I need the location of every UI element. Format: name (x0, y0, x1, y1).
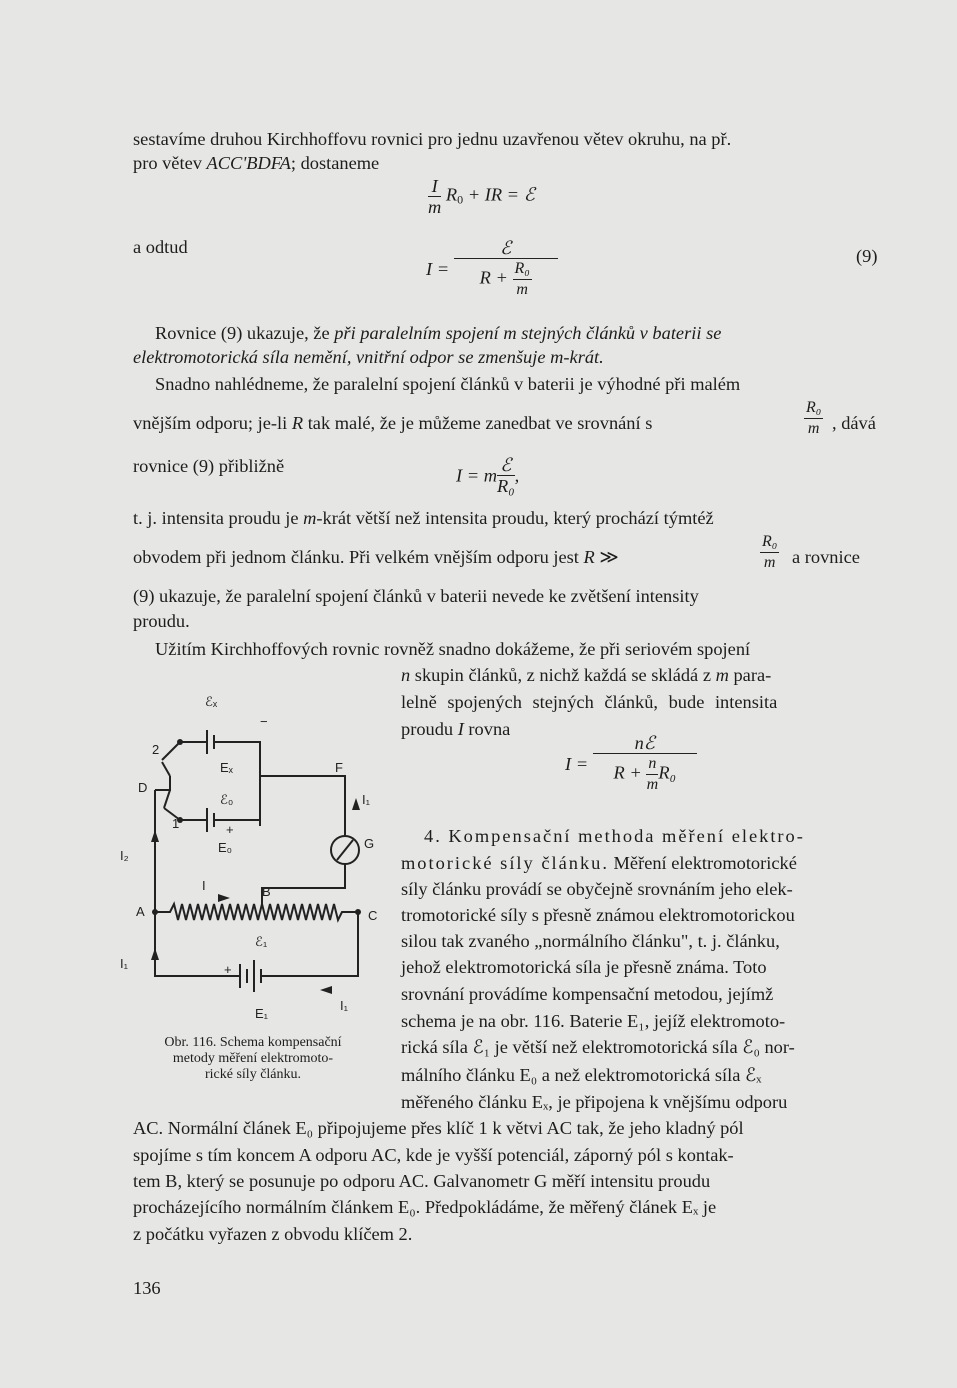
label-ex: Eₓ (220, 760, 233, 775)
text-line: proudu I rovna (401, 719, 511, 739)
text-line: n skupin článků, z nichž každá se skládá z m para- (401, 665, 772, 685)
label-b: B (262, 884, 271, 899)
label-plus-e1: + (224, 962, 232, 977)
text-line: síly článku provádí se obyčejně srovnáním jeho elek- (401, 879, 793, 899)
text-line: procházejícího normálním článkem E₀. Předpokládáme, že měřený článek Eₓ je (133, 1197, 717, 1217)
equation-kirchhoff: $\frac{I}{m}$ $R_0$ + IR = ℰ (428, 176, 535, 217)
fraction: $\frac{I}{m}$ (428, 176, 442, 217)
label-e1-lower: E₁ (255, 1006, 269, 1021)
text-line: málního článku E₀ a než elektromotorická síla ℰₓ (401, 1065, 762, 1085)
text-line: AC. Normální článek E₀ připojujeme přes klíč 1 k větvi AC tak, že jeho kladný pól (133, 1118, 744, 1138)
text-line: , dává (832, 413, 876, 433)
text-line: (9) ukazuje, že paralelní spojení článků v baterii nevede ke zvětšení intensity (133, 586, 699, 606)
circuit-diagram (110, 680, 390, 1040)
text-line: motorické síly článku. Měření elektromotorické (401, 853, 797, 873)
text-line: Užitím Kirchhoffových rovnic rovněž snadno dokážeme, že při seriovém spojení (155, 639, 751, 659)
text-line: proudu. (133, 611, 190, 631)
text-line: rická síla ℰ₁ je větší než elektromotorická síla ℰ₀ nor- (401, 1037, 795, 1057)
label-i1-left: I₁ (120, 956, 128, 971)
text-line: tem B, který se posunuje po odporu AC. Galvanometr G měří intensitu proudu (133, 1171, 711, 1191)
equation-number: (9) (856, 246, 878, 266)
text-line: obvodem při jednom článku. Při velkém vnějším odporu jest R ≫ (133, 547, 619, 567)
text-line: tromotorické síly s přesně známou elektromotorickou (401, 905, 795, 925)
label-i2: I₂ (120, 848, 129, 863)
text-line: schema je na obr. 116. Baterie E₁, jejíž elektromoto- (401, 1011, 786, 1031)
label-plus-e0: + (226, 822, 234, 837)
text-line: elektromotorická síla nemění, vnitřní odpor se zmenšuje m-krát. (133, 347, 604, 367)
text-line: Rovnice (9) ukazuje, že při paralelním spojení m stejných článků v baterii se (155, 323, 722, 343)
text-line: pro větev ACC'BDFA; dostaneme (133, 153, 380, 173)
equation-approx: I = m $\frac{\text{ℰ}}{\text{R₀}}$ , (456, 455, 520, 496)
label-key2: 2 (152, 742, 160, 757)
label-minus-ex: − (260, 714, 268, 729)
text-line: lelně spojených stejných článků, bude intensita (401, 692, 778, 712)
text-line: silou tak zvaného „normálního článku", t. j. článku, (401, 931, 780, 951)
label-i1-bottom: I₁ (340, 998, 348, 1013)
text-line: sestavíme druhou Kirchhoffovu rovnici pro jednu uzavřenou větev okruhu, na př. (133, 129, 732, 149)
label-d: D (138, 780, 148, 795)
label-i1-right: I₁ (362, 792, 370, 807)
equation-series: I = nℰ R + $\frac{n}{m}$ R₀ (565, 733, 697, 795)
label-e0: ℰ₀ (220, 792, 234, 807)
text-line: Snadno nahlédneme, že paralelní spojení článků v baterii je výhodné při malém (155, 374, 741, 394)
label-c: C (368, 908, 378, 923)
inline-fraction: $\frac{\text{R₀}}{m}$ (806, 399, 822, 437)
label-f: F (335, 760, 343, 775)
section-heading: 4. Kompensační methoda měření elektro- (424, 826, 805, 846)
text-line: jehož elektromotorická síla je přesně známa. Toto (401, 957, 767, 977)
text-line: a rovnice (792, 547, 860, 567)
label-a: A (136, 904, 145, 919)
label-g: G (364, 836, 375, 851)
inline-fraction: $\frac{\text{R₀}}{m}$ (762, 533, 778, 571)
label-i: I (202, 878, 206, 893)
text-line: z počátku vyřazen z obvodu klíčem 2. (133, 1224, 413, 1244)
label-ex-top: ℰₓ (205, 694, 218, 709)
text-line: srovnání provádíme kompensační metodou, jejímž (401, 984, 774, 1004)
text-line: vnějším odporu; je-li R tak malé, že je můžeme zanedbat ve srovnání s (133, 413, 653, 433)
text-line: rovnice (9) přibližně (133, 456, 285, 476)
text-line: a odtud (133, 237, 188, 257)
fraction: ℰ R + $\frac{\text{R₀}}{m}$ (454, 238, 558, 300)
text-line: měřeného článku Eₓ, je připojena k vnějšímu odporu (401, 1092, 788, 1112)
label-key1: 1 (172, 816, 180, 831)
text-line: spojíme s tím koncem A odporu AC, kde je vyšší potenciál, záporný pól s kontak- (133, 1145, 734, 1165)
equation-9: I = ℰ R + $\frac{\text{R₀}}{m}$ (426, 238, 558, 300)
figure-caption: Obr. 116. Schema kompensační metody měření elektromoto- rické síly článku. (164, 1035, 342, 1082)
page-number: 136 (133, 1278, 161, 1298)
text-line: t. j. intensita proudu je m-krát větší než intensita proudu, který prochází týmtéž (133, 508, 714, 528)
label-e0-lower: E₀ (218, 840, 233, 855)
label-e1: ℰ₁ (255, 934, 268, 949)
